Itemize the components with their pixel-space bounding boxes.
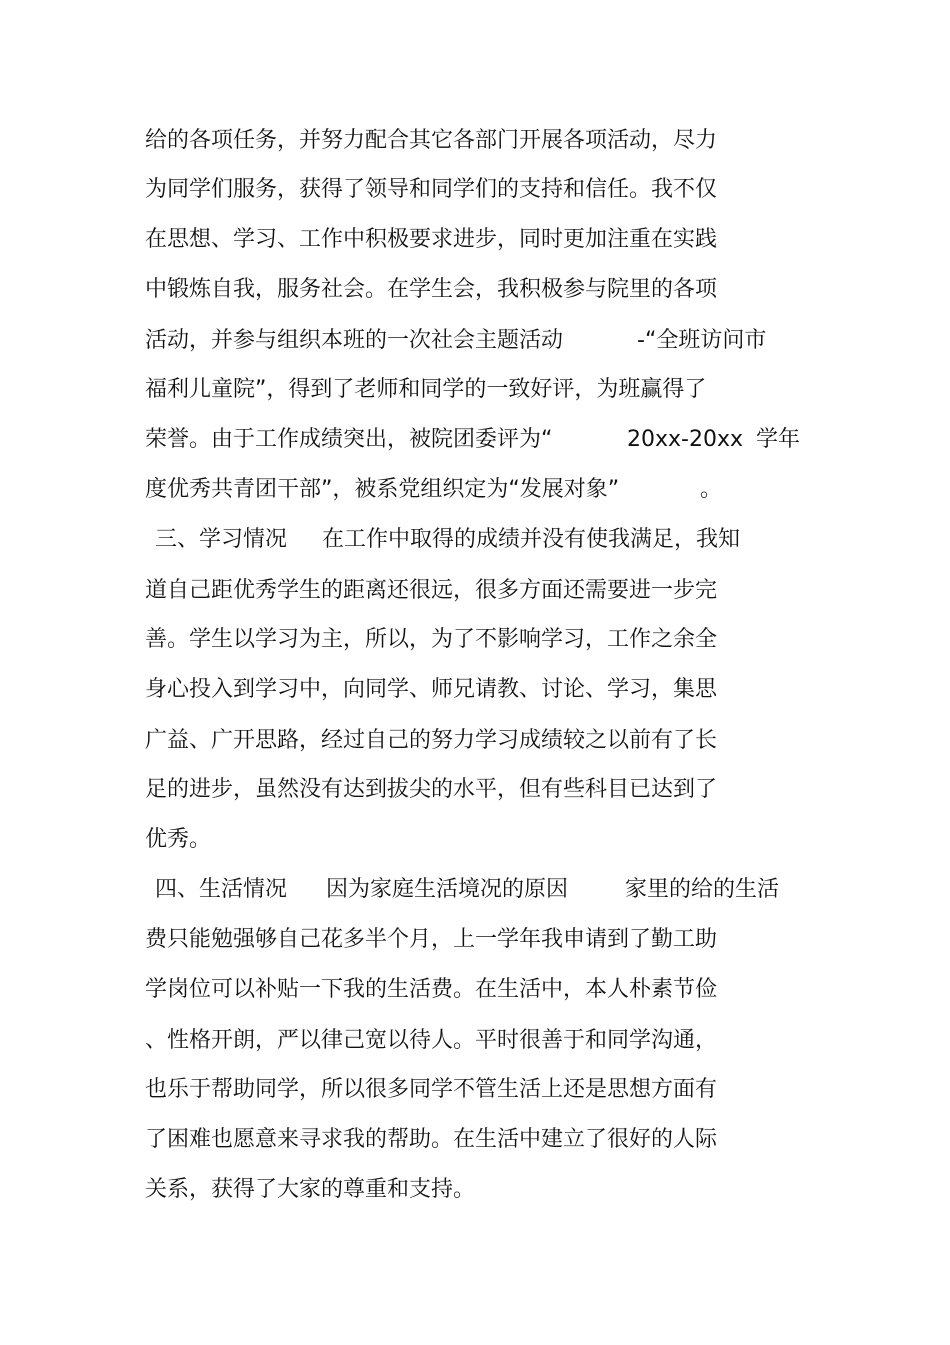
- text-line: 了困难也愿意来寻求我的帮助。在生活中建立了很好的人际: [145, 1127, 718, 1152]
- text-line: 中锻炼自我，服务社会。在学生会，我积极参与院里的各项: [145, 277, 718, 302]
- text-line: 也乐于帮助同学，所以很多同学不管生活上还是思想方面有: [145, 1077, 718, 1102]
- text-line: 优秀。: [145, 827, 212, 852]
- text-line: 足的进步，虽然没有达到拔尖的水平，但有些科目已达到了: [145, 777, 718, 802]
- text-line: 福利儿童院”，得到了老师和同学的一致好评，为班赢得了: [145, 377, 707, 402]
- text-segment: 荣誉。由于工作成绩突出，被院团委评为“: [145, 427, 553, 452]
- text-segment: 。: [700, 477, 723, 502]
- text-segment: 度优秀共青团干部”，被系党组织定为“发展对象”: [145, 477, 620, 502]
- section-heading: 三、学习情况: [155, 527, 288, 552]
- text-segment: 因为家庭生活境况的原因: [326, 877, 569, 902]
- text-line: 给的各项任务，并努力配合其它各部门开展各项活动，尽力: [145, 128, 718, 153]
- text-line: 在思想、学习、工作中积极要求进步，同时更加注重在实践: [145, 227, 718, 252]
- text-line: 身心投入到学习中，向同学、师兄请教、讨论、学习，集思: [145, 677, 718, 702]
- text-line: 道自己距优秀学生的距离还很远，很多方面还需要进一步完: [145, 578, 718, 603]
- text-line: 广益、广开思路，经过自己的努力学习成绩较之以前有了长: [145, 728, 718, 753]
- text-segment: 活动，并参与组织本班的一次社会主题活动: [145, 328, 564, 353]
- text-line: 善。学生以学习为主，所以，为了不影响学习，工作之余全: [145, 627, 718, 652]
- text-segment: 学年: [756, 427, 801, 452]
- text-line: 学岗位可以补贴一下我的生活费。在生活中，本人朴素节俭: [145, 977, 718, 1002]
- text-segment: 家里的给的生活: [625, 877, 780, 902]
- text-line: 为同学们服务，获得了领导和同学们的支持和信任。我不仅: [145, 177, 718, 202]
- text-segment: 在工作中取得的成绩并没有使我满足，我知: [322, 527, 741, 552]
- text-line: 、性格开朗，严以律己宽以待人。平时很善于和同学沟通，: [145, 1028, 718, 1053]
- section-heading: 四、生活情况: [155, 877, 288, 902]
- text-segment: 20xx-20xx: [627, 427, 744, 452]
- text-line: 关系，获得了大家的尊重和支持。: [145, 1177, 476, 1202]
- text-line: 费只能勉强够自己花多半个月，上一学年我申请到了勤工助: [145, 927, 718, 952]
- text-segment: -“全班访问市: [637, 328, 767, 353]
